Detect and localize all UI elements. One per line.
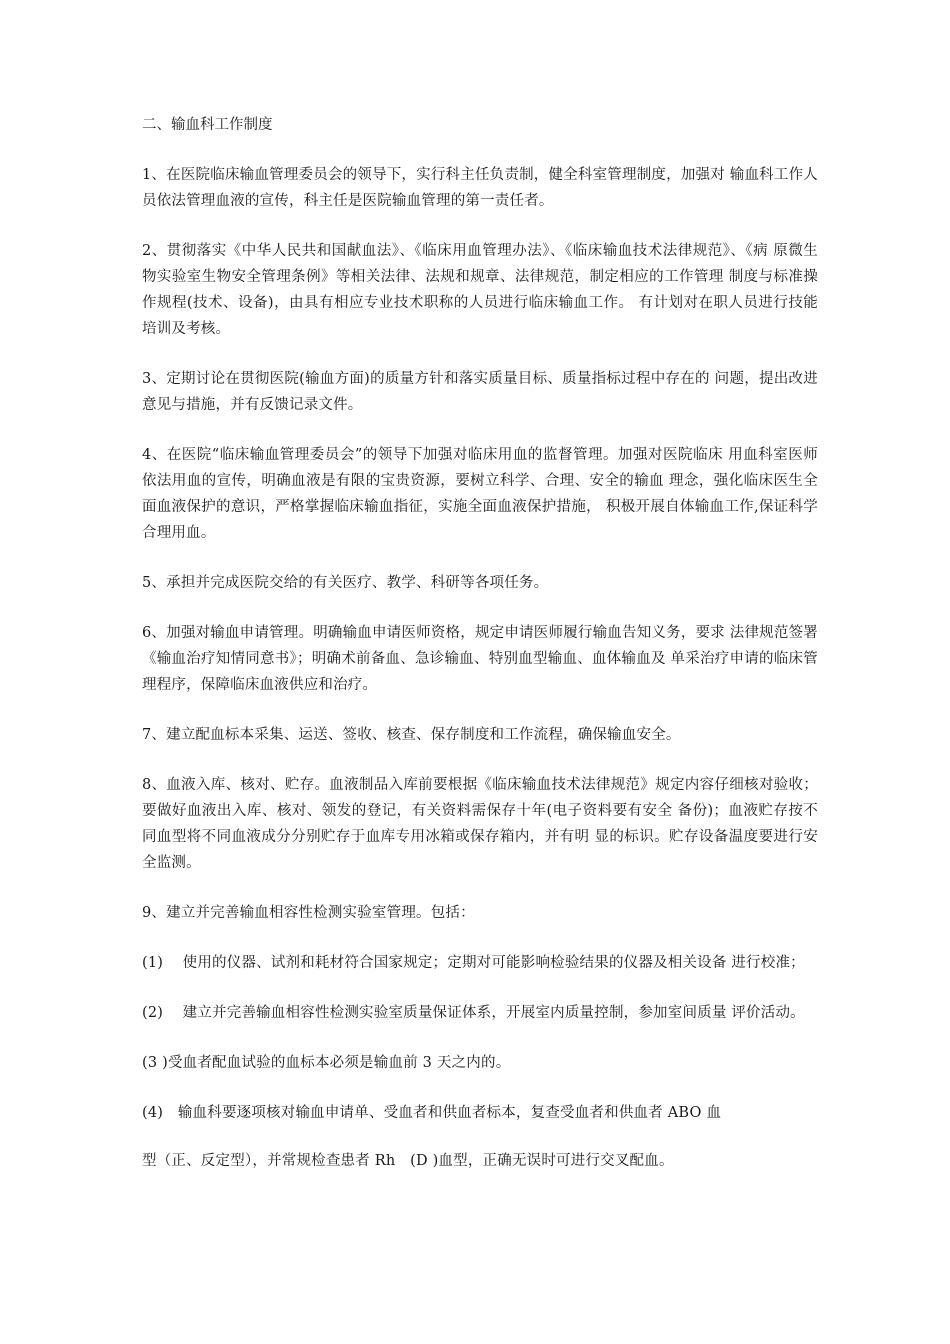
paragraph-9-item-2: (2) 建立并完善输血相容性检测实验室质量保证体系，开展室内质量控制，参加室间质量 评价活动。 — [142, 1005, 805, 1021]
paragraph-9: 9、建立并完善输血相容性检测实验室管理。包括： — [142, 905, 475, 921]
paragraph-9-item-4: (4) 输血科要逐项核对输血申请单、受血者和供血者标本，复查受血者和供血者 ABO 血 — [142, 1105, 722, 1121]
paragraph-7: 7、建立配血标本采集、运送、签收、核查、保存制度和工作流程，确保输血安全。 — [142, 727, 681, 743]
paragraph-9-item-3: (3 )受血者配血试验的血标本必须是输血前 3 天之内的。 — [142, 1055, 511, 1071]
paragraph-9-item-1: (1) 使用的仪器、试剂和耗材符合国家规定；定期对可能影响检验结果的仪器及相关设备 进行校准； — [142, 955, 805, 971]
paragraph-4: 4、在医院“临床输血管理委员会”的领导下加强对临床用血的监督管理。加强对医院临床 用血科室医师依法用血的宣传，明确血液是有限的宝贵资源，要树立科学、合理、安全的输血 理念，强化临床医生全面血液保护的意识，严格掌握临床输血指征，实施全面血液保护措施， 积极开展自体输血工作,保证科学合理用血。 — [142, 447, 818, 541]
paragraph-6: 6、加强对输血申请管理。明确输血申请医师资格，规定申请医师履行输血告知义务，要求 法律规范签署《输血治疗知情同意书》；明确术前备血、急诊输血、特别血型输血、血体输血及 单采治疗申请的临床管理程序，保障临床血液供应和治疗。 — [142, 625, 818, 693]
paragraph-3: 3、定期讨论在贯彻医院(输血方面)的质量方针和落实质量目标、质量指标过程中存在的 问题，提出改进意见与措施，并有反馈记录文件。 — [142, 371, 818, 413]
document-page — [142, 112, 818, 1198]
paragraph-1: 1、在医院临床输血管理委员会的领导下，实行科主任负责制，健全科室管理制度，加强对 输血科工作人员依法管理血液的宣传，科主任是医院输血管理的第一责任者。 — [142, 167, 818, 209]
paragraph-5: 5、承担并完成医院交给的有关医疗、教学、科研等各项任务。 — [142, 575, 549, 591]
paragraph-8: 8、血液入库、核对、贮存。血液制品入库前要根据《临床输血技术法律规范》规定内容仔细核对验收；要做好血液出入库、核对、领发的登记，有关资料需保存十年(电子资料要有安全 备份)；血液贮存按不同血型将不同血液成分分别贮存于血库专用冰箱或保存箱内，并有明 显的标识。贮存设备温度要进行安全监测。 — [142, 777, 818, 871]
paragraph-9-item-4-cont: 型（正、反定型），并常规检查患者 Rh (D )血型，正确无误时可进行交叉配血。 — [142, 1153, 674, 1169]
paragraph-2: 2、贯彻落实《中华人民共和国献血法》、《临床用血管理办法》、《临床输血技术法律规范》、《病 原微生物实验室生物安全管理条例》等相关法律、法规和规章、法律规范，制定相应的工作管理 制度与标准操作规程(技术、设备)，由具有相应专业技术职称的人员进行临床输血工作。 有计划对在职人员进行技能培训及考核。 — [142, 243, 818, 337]
section-heading: 二、输血科工作制度 — [142, 117, 273, 133]
